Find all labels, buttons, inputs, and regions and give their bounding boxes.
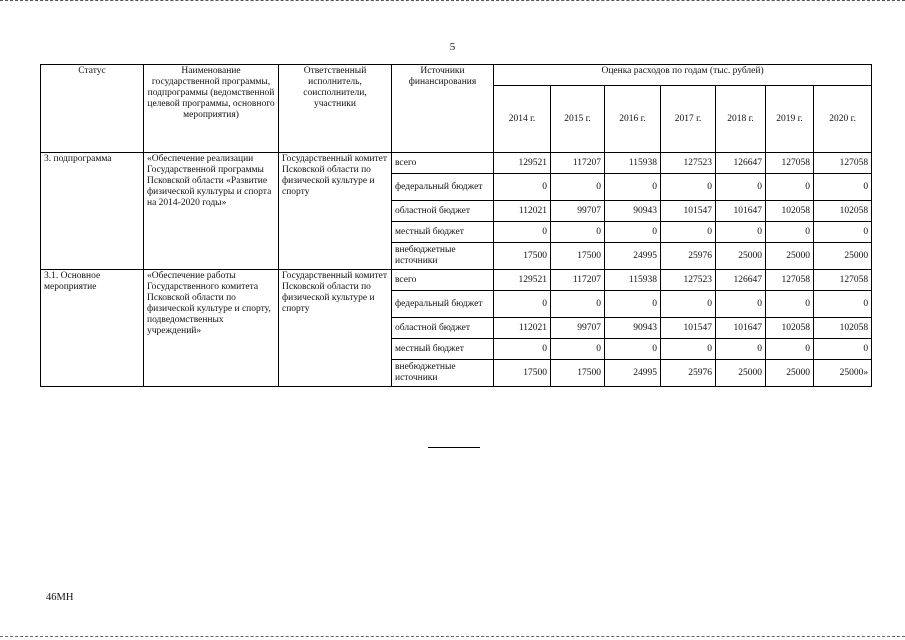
amount-cell: 127058 — [766, 153, 814, 174]
funding-source-cell: областной бюджет — [392, 201, 494, 222]
amount-cell: 17500 — [551, 243, 605, 270]
amount-cell: 101547 — [661, 201, 716, 222]
amount-cell: 127523 — [661, 270, 716, 291]
scan-edge-bottom — [0, 636, 905, 639]
table-header-row — [41, 65, 872, 86]
amount-cell: 0 — [494, 174, 551, 201]
amount-cell: 0 — [716, 339, 766, 360]
budget-table — [40, 64, 872, 387]
amount-cell: 127058 — [814, 153, 872, 174]
amount-cell: 102058 — [814, 201, 872, 222]
document-code: 46МН — [46, 592, 74, 603]
table-row — [41, 153, 872, 174]
amount-cell: 0 — [551, 174, 605, 201]
header-name: Наименование государственной программы, подпрограммы (ведомственной целевой программы, основного мероприятия) — [144, 65, 279, 153]
header-year: 2020 г. — [814, 86, 872, 153]
funding-source-cell: внебюджетные источники — [392, 243, 494, 270]
amount-cell: 0 — [661, 174, 716, 201]
amount-cell: 102058 — [814, 318, 872, 339]
amount-cell: 0 — [716, 174, 766, 201]
amount-cell: 129521 — [494, 270, 551, 291]
amount-cell: 0 — [766, 174, 814, 201]
funding-source-cell: всего — [392, 153, 494, 174]
amount-cell: 90943 — [605, 318, 661, 339]
amount-cell: 127058 — [814, 270, 872, 291]
amount-cell: 25000 — [716, 243, 766, 270]
amount-cell: 0 — [551, 291, 605, 318]
amount-cell: 101647 — [716, 201, 766, 222]
amount-cell: 117207 — [551, 153, 605, 174]
amount-cell: 0 — [766, 291, 814, 318]
amount-cell: 0 — [494, 339, 551, 360]
amount-cell: 25000 — [766, 243, 814, 270]
amount-cell: 112021 — [494, 318, 551, 339]
header-year: 2018 г. — [716, 86, 766, 153]
header-year: 2016 г. — [605, 86, 661, 153]
amount-cell: 0 — [605, 339, 661, 360]
funding-source-cell: федеральный бюджет — [392, 291, 494, 318]
executor-cell: Государственный комитет Псковской области по физической культуре и спорту — [279, 153, 392, 270]
amount-cell: 102058 — [766, 201, 814, 222]
amount-cell: 90943 — [605, 201, 661, 222]
amount-cell: 0 — [661, 339, 716, 360]
funding-source-cell: внебюджетные источники — [392, 360, 494, 387]
amount-cell: 0 — [494, 222, 551, 243]
amount-cell: 24995 — [605, 243, 661, 270]
amount-cell: 0 — [661, 222, 716, 243]
amount-cell: 0 — [605, 291, 661, 318]
status-cell: 3.1. Основное мероприятие — [41, 270, 144, 387]
amount-cell: 0 — [605, 174, 661, 201]
amount-cell: 126647 — [716, 153, 766, 174]
amount-cell: 99707 — [551, 201, 605, 222]
funding-source-cell: областной бюджет — [392, 318, 494, 339]
amount-cell: 0 — [551, 222, 605, 243]
header-status: Статус — [41, 65, 144, 153]
funding-source-cell: местный бюджет — [392, 339, 494, 360]
amount-cell: 0 — [716, 291, 766, 318]
amount-cell: 112021 — [494, 201, 551, 222]
header-executor: Ответственный исполнитель, соисполнители, участники — [279, 65, 392, 153]
amount-cell: 0 — [716, 222, 766, 243]
amount-cell: 17500 — [494, 360, 551, 387]
amount-cell: 25976 — [661, 360, 716, 387]
amount-cell: 0 — [814, 174, 872, 201]
amount-cell: 127058 — [766, 270, 814, 291]
header-estimate: Оценка расходов по годам (тыс. рублей) — [494, 65, 872, 86]
program-name-cell: «Обеспечение работы Государственного комитета Псковской области по физической культуре и спорту, подведомственных учреждений» — [144, 270, 279, 387]
amount-cell: 0 — [814, 339, 872, 360]
amount-cell: 0 — [814, 222, 872, 243]
amount-cell: 0 — [661, 291, 716, 318]
amount-cell: 25000 — [814, 243, 872, 270]
amount-cell: 24995 — [605, 360, 661, 387]
amount-cell: 102058 — [766, 318, 814, 339]
table-row — [41, 270, 872, 291]
amount-cell: 25000» — [814, 360, 872, 387]
executor-cell: Государственный комитет Псковской области по физической культуре и спорту — [279, 270, 392, 387]
amount-cell: 25000 — [766, 360, 814, 387]
header-year: 2015 г. — [551, 86, 605, 153]
amount-cell: 101647 — [716, 318, 766, 339]
amount-cell: 0 — [814, 291, 872, 318]
page-number: 5 — [449, 41, 456, 53]
funding-source-cell: федеральный бюджет — [392, 174, 494, 201]
amount-cell: 126647 — [716, 270, 766, 291]
header-year: 2017 г. — [661, 86, 716, 153]
amount-cell: 0 — [494, 291, 551, 318]
amount-cell: 101547 — [661, 318, 716, 339]
status-cell: 3. подпрограмма — [41, 153, 144, 270]
amount-cell: 0 — [605, 222, 661, 243]
amount-cell: 0 — [766, 339, 814, 360]
header-year: 2019 г. — [766, 86, 814, 153]
amount-cell: 129521 — [494, 153, 551, 174]
amount-cell: 0 — [766, 222, 814, 243]
amount-cell: 127523 — [661, 153, 716, 174]
header-year: 2014 г. — [494, 86, 551, 153]
header-sources: Источники финансирования — [392, 65, 494, 153]
amount-cell: 25976 — [661, 243, 716, 270]
funding-source-cell: всего — [392, 270, 494, 291]
amount-cell: 17500 — [551, 360, 605, 387]
end-divider-line — [428, 447, 480, 448]
amount-cell: 117207 — [551, 270, 605, 291]
amount-cell: 99707 — [551, 318, 605, 339]
amount-cell: 17500 — [494, 243, 551, 270]
scan-edge-top — [0, 0, 905, 3]
amount-cell: 115938 — [605, 153, 661, 174]
funding-source-cell: местный бюджет — [392, 222, 494, 243]
amount-cell: 115938 — [605, 270, 661, 291]
program-name-cell: «Обеспечение реализации Государственной программы Псковской области «Развитие физической культуры и спорта на 2014-2020 годы» — [144, 153, 279, 270]
amount-cell: 25000 — [716, 360, 766, 387]
amount-cell: 0 — [551, 339, 605, 360]
